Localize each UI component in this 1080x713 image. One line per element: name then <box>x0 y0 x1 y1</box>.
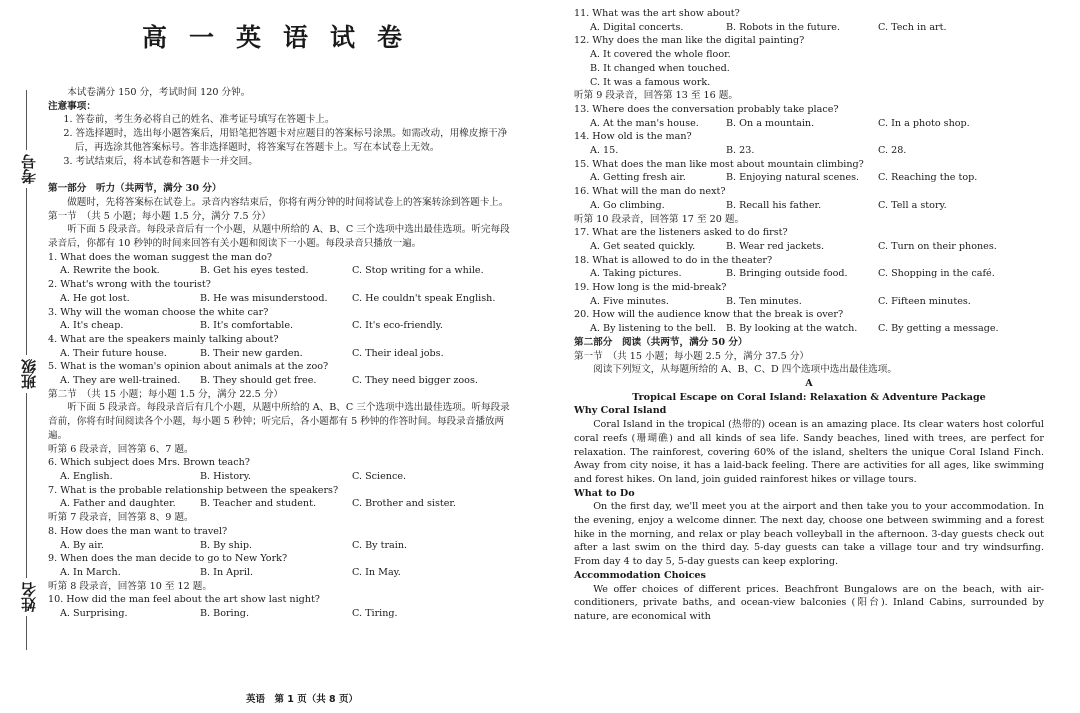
option-b[interactable]: B. By ship. <box>200 539 253 551</box>
option-a[interactable]: A. By air. <box>60 539 104 551</box>
question-13 <box>574 103 1044 130</box>
question-text: 11. What was the art show about? <box>574 8 740 19</box>
option-c[interactable]: C. Tech in art. <box>878 21 947 33</box>
section-heading-what: What to Do <box>574 487 635 499</box>
question-5 <box>48 360 518 387</box>
option-c[interactable]: C. Shopping in the café. <box>878 268 995 280</box>
option-b[interactable]: B. Ten minutes. <box>726 295 802 307</box>
question-text: 14. How old is the man? <box>574 131 692 143</box>
question-text: 15. What does the man like most about mountain climbing? <box>574 158 864 170</box>
audio-instruction: 听第 9 段录音，回答第 13 至 16 题。 <box>574 90 738 102</box>
option-c[interactable]: C. Brother and sister. <box>352 498 456 510</box>
option-c[interactable]: C. Stop writing for a while. <box>352 265 484 277</box>
option-b[interactable]: B. By looking at the watch. <box>726 323 858 335</box>
question-text: 20. How will the audience know that the break is over? <box>574 309 844 321</box>
option-a[interactable]: A. Their future house. <box>60 347 167 359</box>
question-text: 17. What are the listeners asked to do first? <box>574 227 788 239</box>
question-18 <box>574 254 1044 281</box>
option-a[interactable]: A. Taking pictures. <box>590 268 682 280</box>
section2-intro: 听下面 5 段录音。每段录音后有几个小题，从题中所给的 A、B、C 三个选项中选出最佳选项。听每段录音前，你将有时间阅读各个小题，每小题 5 秒钟；听完后，各小题都有 5 秒钟的作答时间。每段录音播放两遍。 <box>48 402 510 441</box>
question-10 <box>48 593 518 620</box>
page-footer: 英语 第 1 页（共 8 页） <box>246 694 358 705</box>
option-c[interactable]: C. Science. <box>352 470 407 482</box>
option-c[interactable]: C. He couldn't speak English. <box>352 292 496 304</box>
option-b[interactable]: B. It changed when touched. <box>590 62 730 74</box>
option-a[interactable]: A. By listening to the bell. <box>590 323 717 335</box>
question-14 <box>574 130 1044 157</box>
option-a[interactable]: A. Surprising. <box>60 608 128 620</box>
audio-instruction: 听第 6 段录音，回答第 6、7 题。 <box>48 443 194 455</box>
question-17 <box>574 226 1044 253</box>
audio-instruction: 听第 8 段录音，回答第 10 至 12 题。 <box>48 580 212 592</box>
question-text: 16. What will the man do next? <box>574 186 726 198</box>
class-label: 班级 <box>18 355 38 393</box>
option-a[interactable]: A. Go climbing. <box>590 199 665 211</box>
option-b[interactable]: B. He was misunderstood. <box>200 292 328 304</box>
option-b[interactable]: B. It's comfortable. <box>200 320 294 332</box>
section2-heading: 第二节 （共 15 小题；每小题 1.5 分，满分 22.5 分） <box>48 388 284 400</box>
notice-heading: 注意事项： <box>48 100 96 112</box>
option-b[interactable]: B. Enjoying natural scenes. <box>726 172 860 184</box>
passage-title: Tropical Escape on Coral Island: Relaxation & Adventure Package <box>632 391 986 403</box>
option-c[interactable]: C. It was a famous work. <box>590 76 711 88</box>
option-a[interactable]: A. Digital concerts. <box>590 21 684 33</box>
question-15 <box>574 158 1044 185</box>
option-b[interactable]: B. Recall his father. <box>726 199 822 211</box>
question-text: 12. Why does the man like the digital painting? <box>574 35 805 47</box>
question-text: 8. How does the man want to travel? <box>48 525 228 537</box>
option-c[interactable]: C. In a photo shop. <box>878 117 970 129</box>
exam-intro: 本试卷满分 150 分，考试时间 120 分钟。 <box>67 87 251 98</box>
part2-intro: 阅读下列短文，从每题所给的 A、B、C、D 四个选项中选出最佳选项。 <box>593 364 897 376</box>
right-column <box>574 7 1044 624</box>
question-9 <box>48 552 518 579</box>
section1-intro: 听下面 5 段录音。每段录音后有一个小题，从题中所给的 A、B、C 三个选项中选出最佳选项。听完每段录音后，你都有 10 秒钟的时间来回答有关小题和阅读下一小题。每段录音只播放一遍。 <box>48 224 510 250</box>
part2-heading: 第二部分 阅读（共两节，满分 50 分） <box>574 336 748 348</box>
option-a[interactable]: A. Rewrite the book. <box>60 265 160 277</box>
question-text: 18. What is allowed to do in the theater? <box>574 254 773 266</box>
left-column <box>48 22 518 621</box>
option-b[interactable]: B. Teacher and student. <box>200 498 317 510</box>
section-heading-accommodation: Accommodation Choices <box>574 569 706 581</box>
question-text: 5. What is the woman's opinion about animals at the zoo? <box>48 361 329 373</box>
question-7 <box>48 484 518 511</box>
passage-letter: A <box>805 377 813 389</box>
option-c[interactable]: C. Turn on their phones. <box>878 240 997 252</box>
question-text: 13. Where does the conversation probably take place? <box>574 103 839 115</box>
notice-item: 1. 答卷前，考生务必将自己的姓名、准考证号填写在答题卡上。 <box>63 114 335 126</box>
option-a[interactable]: A. Father and daughter. <box>60 498 176 510</box>
part1-heading: 第一部分 听力（共两节，满分 30 分） <box>48 183 222 195</box>
question-4 <box>48 333 518 360</box>
option-c[interactable]: C. Tiring. <box>352 608 398 620</box>
question-6 <box>48 456 518 483</box>
option-c[interactable]: C. Reaching the top. <box>878 172 978 184</box>
section-heading-why: Why Coral Island <box>574 405 667 417</box>
option-a[interactable]: A. It covered the whole floor. <box>590 49 731 61</box>
question-2 <box>48 278 518 305</box>
option-b[interactable]: B. Wear red jackets. <box>726 240 825 252</box>
section1-heading: 第一节 （共 5 小题；每小题 1.5 分，满分 7.5 分） <box>48 210 271 222</box>
option-a[interactable]: A. 15. <box>590 145 619 157</box>
notice-item: 2. 答选择题时，选出每小题答案后，用铅笔把答题卡对应题目的答案标号涂黑。如需改动，用橡皮擦干净后，再选涂其他答案标号。答非选择题时，将答案写在答题卡上。写在本试卷上无效。 <box>63 128 508 153</box>
part1-intro: 做题时，先将答案标在试卷上。录音内容结束后，你将有两分钟的时间将试卷上的答案转涂到答题卡上。 <box>67 196 509 208</box>
question-3 <box>48 306 518 333</box>
question-text: 19. How long is the mid-break? <box>574 282 727 294</box>
option-b[interactable]: B. In April. <box>200 566 254 578</box>
option-c[interactable]: C. By getting a message. <box>878 323 999 335</box>
question-1 <box>48 251 518 278</box>
option-a[interactable]: A. Get seated quickly. <box>590 240 696 252</box>
option-a[interactable]: A. Five minutes. <box>590 295 669 307</box>
paragraph-accommodation: We offer choices of different prices. Beachfront Bungalows are on the beach, with air-conditioners, private baths, and ocean-view balconies (阳台). Inland Cabins, surrounded by nature, are economical with <box>574 583 1044 622</box>
option-a[interactable]: A. Getting fresh air. <box>590 172 686 184</box>
question-16 <box>574 185 1044 212</box>
option-a[interactable]: A. At the man's house. <box>590 117 699 129</box>
option-b[interactable]: B. Boring. <box>200 608 249 620</box>
option-b[interactable]: B. 23. <box>726 145 755 157</box>
question-text: 10. How did the man feel about the art show last night? <box>48 594 320 606</box>
question-19 <box>574 281 1044 308</box>
option-b[interactable]: B. History. <box>200 470 251 482</box>
binding-margin <box>10 70 36 670</box>
option-c[interactable]: C. It's eco-friendly. <box>352 320 443 332</box>
question-text: 2. What's wrong with the tourist? <box>48 279 211 291</box>
option-a[interactable]: A. English. <box>60 470 113 482</box>
notice-item: 3. 考试结束后，将本试卷和答题卡一并交回。 <box>63 155 258 167</box>
question-8 <box>48 525 518 552</box>
question-11 <box>574 7 1044 34</box>
question-20 <box>574 308 1044 335</box>
option-c[interactable]: C. Fifteen minutes. <box>878 295 971 307</box>
exam-number-label: 考号 <box>18 150 38 188</box>
option-a[interactable]: A. It's cheap. <box>60 320 124 332</box>
question-text: 3. Why will the woman choose the white car? <box>48 306 269 318</box>
audio-instruction: 听第 10 段录音，回答第 17 至 20 题。 <box>574 213 745 225</box>
question-text: 9. When does the man decide to go to New York? <box>48 553 288 565</box>
option-b[interactable]: B. Get his eyes tested. <box>200 265 309 277</box>
option-a[interactable]: A. They are well-trained. <box>60 375 181 387</box>
option-c[interactable]: C. In May. <box>352 566 401 578</box>
option-a[interactable]: A. In March. <box>60 566 121 578</box>
option-c[interactable]: C. 28. <box>878 145 907 157</box>
exam-title: 高一英语试卷 <box>141 23 424 52</box>
option-c[interactable]: C. Their ideal jobs. <box>352 347 444 359</box>
option-b[interactable]: B. Bringing outside food. <box>726 268 848 280</box>
option-c[interactable]: C. By train. <box>352 539 408 551</box>
paragraph-what: On the first day, we'll meet you at the airport and then take you to your accommodation. In the evening, enjoy a welcome dinner. The next day, choose one between swimming and a forest hike in the morning, and relax or play beach volleyball in the afternoon. 3-day guests check out after a last swim on the third day. 5-day guests can take a village tour and try windsurfing. From day 4 to day 5, 5-day guests can keep exploring. <box>574 501 1044 568</box>
option-b[interactable]: B. Robots in the future. <box>726 21 841 33</box>
option-b[interactable]: B. They should get free. <box>200 375 317 387</box>
question-text: 1. What does the woman suggest the man do? <box>48 251 272 263</box>
option-c[interactable]: C. Tell a story. <box>878 199 947 211</box>
option-b[interactable]: B. Their new garden. <box>200 347 303 359</box>
question-12 <box>574 34 1044 89</box>
option-c[interactable]: C. They need bigger zoos. <box>352 375 478 387</box>
audio-instruction: 听第 7 段录音，回答第 8、9 题。 <box>48 512 194 524</box>
question-text: 7. What is the probable relationship between the speakers? <box>48 484 339 496</box>
name-label: 姓名 <box>18 578 38 616</box>
question-text: 4. What are the speakers mainly talking about? <box>48 333 279 345</box>
paragraph-why: Coral Island in the tropical (热带的) ocean is an amazing place. Its clear waters host colorful coral reefs (珊瑚礁) and all kinds of sea life. Sandy beaches, lined with trees, are perfect for relaxation. The rainforest, covering 60% of the island, shelters the unique Coral Island Finch. Away from city noise, it has a laid-back feeling. There are activities for all ages, like swimming and forest hikes. On land, join guided rainforest hikes or village tours. <box>574 419 1044 485</box>
part2-section1-heading: 第一节 （共 15 小题；每小题 2.5 分，满分 37.5 分） <box>574 350 810 362</box>
option-a[interactable]: A. He got lost. <box>60 292 130 304</box>
question-text: 6. Which subject does Mrs. Brown teach? <box>48 457 250 469</box>
option-b[interactable]: B. On a mountain. <box>726 117 815 129</box>
